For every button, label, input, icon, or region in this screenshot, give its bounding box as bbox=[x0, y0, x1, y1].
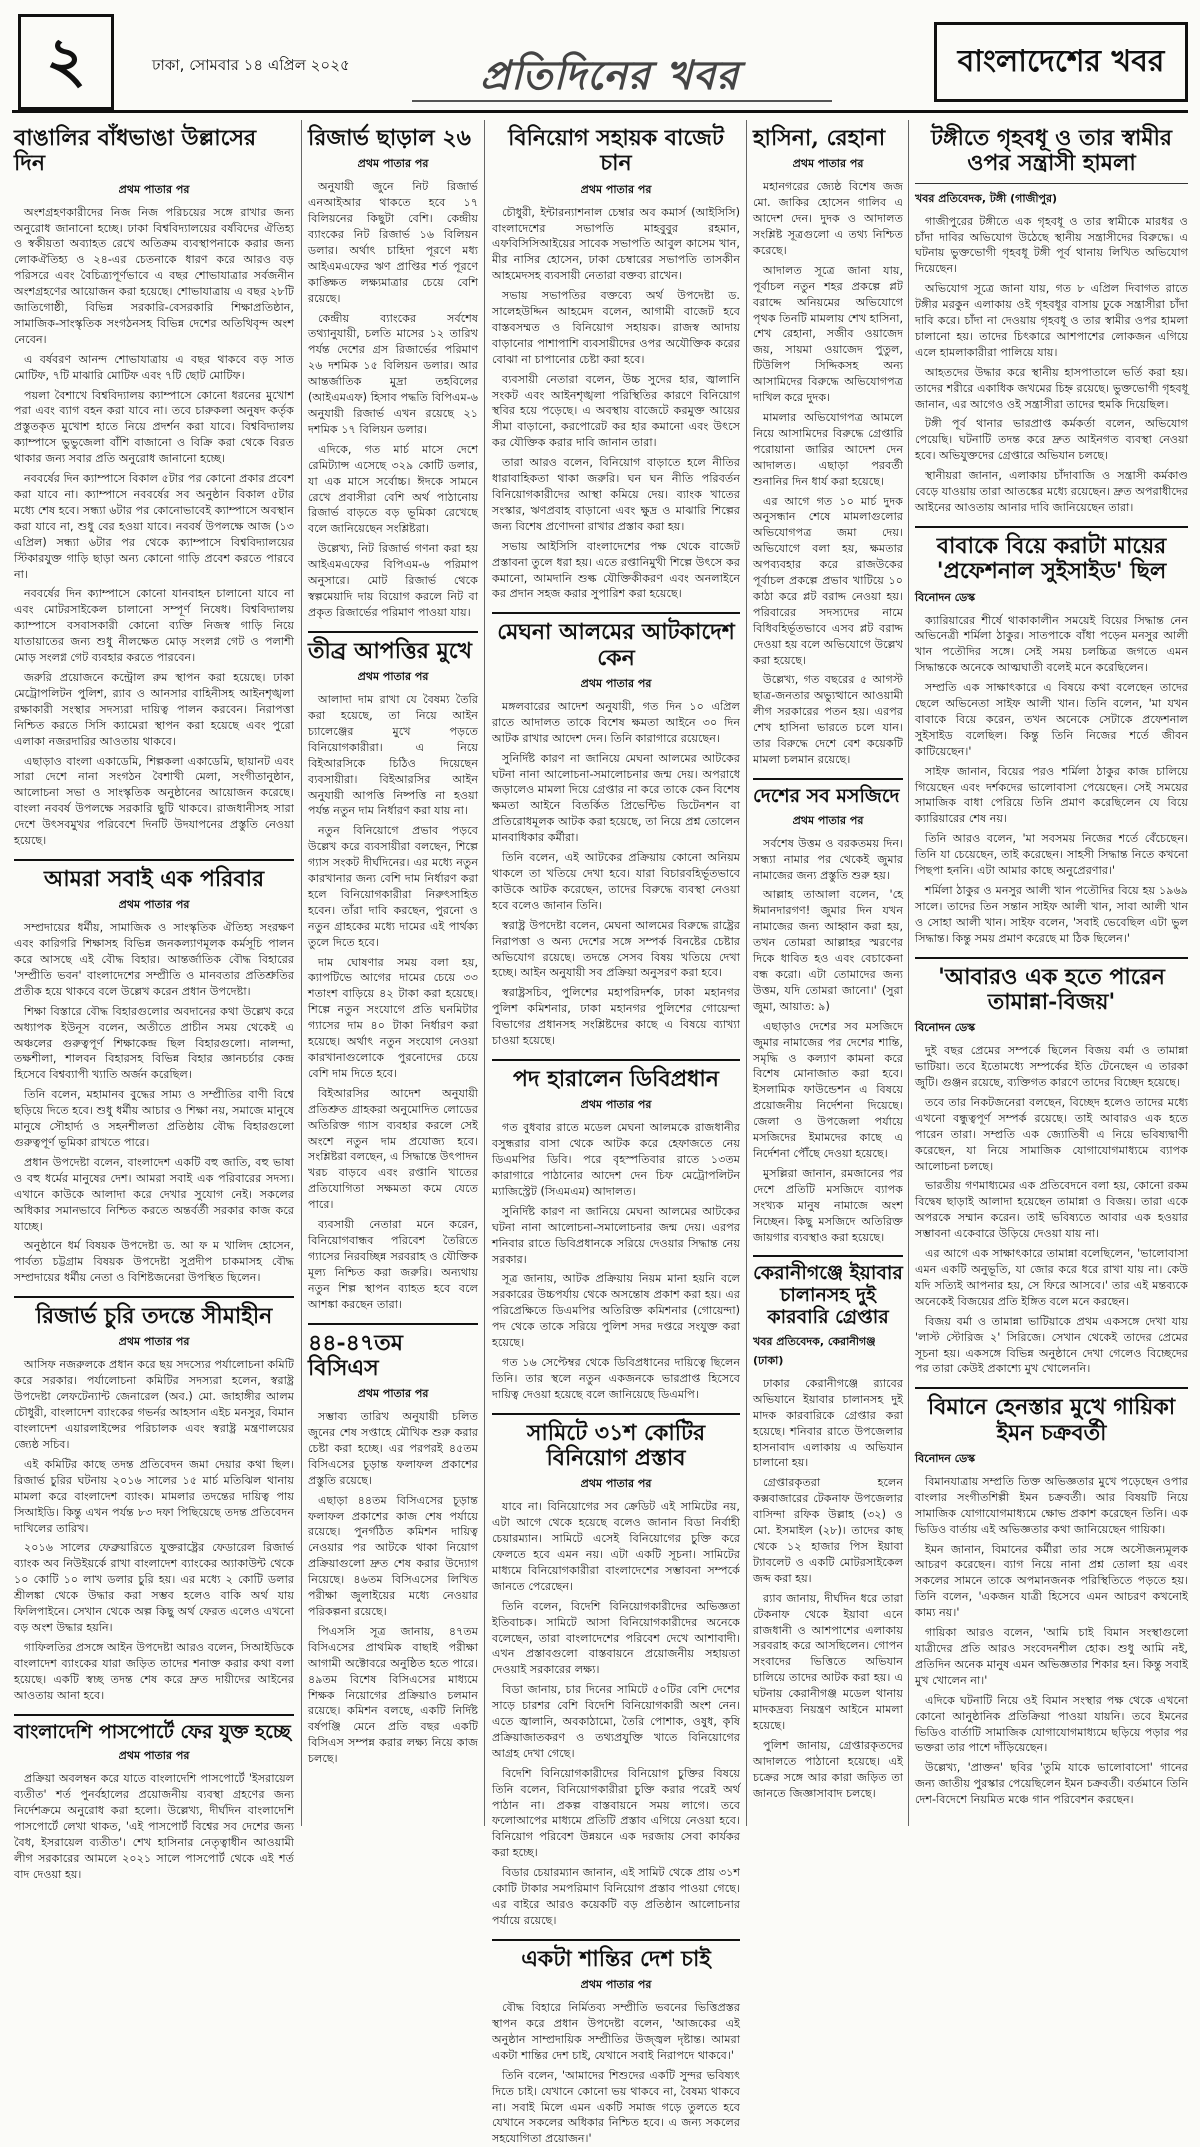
headline-rule bbox=[915, 183, 1188, 184]
story-body bbox=[308, 692, 478, 1312]
story-continuation: প্রথম পাতার পর bbox=[792, 813, 864, 827]
story-headline: সামিটে ৩১শ কোটির বিনিয়োগ প্রস্তাব bbox=[526, 1419, 706, 1471]
paragraph: শিক্ষা বিস্তারে বৌদ্ধ বিহারগুলোর অবদানের কথা উল্লেখ করে অধ্যাপক ইউনূস বলেন, অতীতে প্রাচীন সময় থেকেই এ অঞ্চলের গুরুত্বপূর্ণ শিক্ষাকেন্দ্র ছিল বিহারগুলো। নালন্দা, তক্ষশীলা, শালবন বিহারসহ বিভিন্ন বিহার জ্ঞানচর্চার কেন্দ্র হিসেবে বিশ্বব্যাপী খ্যাতি অর্জন করেছিল। bbox=[14, 1004, 294, 1082]
paragraph: গত ১৬ সেপ্টেম্বর থেকে ডিবিপ্রধানের দায়িত্বে ছিলেন তিনি। তার স্থলে নতুন একজনকে ভারপ্রাপ্ত হিসেবে দায়িত্ব দেওয়া হয়েছে বলে জানিয়েছে ডিএমপি। bbox=[492, 1355, 740, 1401]
paragraph: আল্লাহ তাআলা বলেন, 'হে ঈমানদারগণ! জুমার দিন যখন নামাজের জন্য আহ্বান করা হয়, তখন তোমরা আল্লাহর স্মরণের দিকে ধাবিত হও এবং বেচাকেনা বন্ধ করো। এটা তোমাদের জন্য উত্তম, যদি তোমরা জানো।' (সুরা জুমা, আয়াত: ৯) bbox=[753, 888, 903, 1013]
story-shanti bbox=[492, 1947, 740, 2147]
paragraph: মুসল্লিরা জানান, রমজানের পর দেশে প্রতিটি মসজিদে ব্যাপক সংখ্যক মানুষ নামাজে অংশ নিচ্ছেন। কিছু মসজিদে অতিরিক্ত জায়গার ব্যবস্থাও করা হয়েছে। bbox=[753, 1166, 903, 1244]
story-divider bbox=[753, 778, 903, 780]
paragraph: পয়লা বৈশাখে বিশ্ববিদ্যালয় ক্যাম্পাসে কোনো ধরনের মুখোশ পরা এবং ব্যাগ বহন করা যাবে না। তবে চারুকলা অনুষদ কর্তৃক প্রস্তুতকৃত মুখোশ হাতে নিয়ে প্রদর্শন করা যাবে। বিশ্ববিদ্যালয় ক্যাম্পাসে ভুভুজেলা বাঁশি বাজানো ও বিক্রি করা থেকে বিরত থাকার জন্য সবার প্রতি অনুরোধ জানানো হচ্ছে। bbox=[14, 388, 294, 466]
paragraph: অনুযায়ী জুনে নিট রিজার্ভ এনআইআর থাকতে হবে ১৭ বিলিয়নের কিছুটা বেশি। কেন্দ্রীয় ব্যাংকের নিট রিজার্ভ ১৬ বিলিয়ন ডলার। অর্থাৎ চাহিদা পূরণে মধ্য আইএমএফের ঋণ প্রাপ্তির শর্ত পূরণে কাঙ্ক্ষিত লক্ষ্যমাত্রার চেয়ে বেশি রয়েছে। bbox=[308, 180, 478, 305]
story-keraniganj bbox=[753, 1263, 903, 1801]
paragraph: তিনি বলেন, বিদেশি বিনিয়োগকারীদের অভিজ্ঞতা ইতিবাচক। সামিটে আসা বিনিয়োগকারীদের অনেকে বলেছেন, তারা বাংলাদেশের পরিবেশ দেখে আশাবাদী। এখন প্রস্তাবগুলো বাস্তবায়নে প্রয়োজনীয় সহায়তা দেওয়াই সরকারের লক্ষ্য। bbox=[492, 1599, 740, 1677]
column-divider bbox=[908, 120, 909, 1826]
paragraph: এছাড়া ৪৪তম বিসিএসের চূড়ান্ত ফলাফল প্রকাশের কাজ শেষ পর্যায়ে রয়েছে। পুনর্গঠিত কমিশন দায়িত্ব নেওয়ার পর আটকে থাকা নিয়োগ প্রক্রিয়াগুলো দ্রুত শেষ করার উদ্যোগ নিয়েছে। ৪৬তম বিসিএসের লিখিত পরীক্ষা জুলাইয়ের মধ্যে নেওয়ার পরিকল্পনা রয়েছে। bbox=[308, 1493, 478, 1618]
paragraph: সভায় সভাপতির বক্তব্যে অর্থ উপদেষ্টা ড. সালেহউদ্দিন আহমেদ বলেন, আগামী বাজেট হবে বাস্তবসম্মত ও বিনিয়োগ সহায়ক। রাজস্ব আদায় বাড়ানোর পাশাপাশি ব্যবসায়ীদের ওপর অযৌক্তিক করের বোঝা না চাপানোর চেষ্টা করা হবে। bbox=[492, 289, 740, 366]
story-body bbox=[915, 613, 1188, 947]
paragraph: এ বর্ষবরণ আনন্দ শোভাযাত্রায় এ বছর থাকবে বড় সাত মোটিফ, ৭টি মাঝারি মোটিফ এবং ৭টি ছোট মোটিফ। bbox=[14, 352, 294, 382]
story-headline: দেশের সব মসজিদে bbox=[753, 784, 900, 807]
paragraph: বৌদ্ধ বিহারে নির্মিতব্য সম্প্রীতি ভবনের ভিত্তিপ্রস্তর স্থাপন করে প্রধান উপদেষ্টা বলেন, 'আজকের এই অনুষ্ঠান সাম্প্রদায়িক সম্প্রীতির উজ্জ্বল দৃষ্টান্ত। আমরা একটা শান্তির দেশ চাই, যেখানে সবাই নিরাপদে থাকবে।' bbox=[492, 2001, 740, 2062]
story-byline: খবর প্রতিবেদক, কেরানীগঞ্জ (ঢাকা) bbox=[753, 1334, 876, 1367]
dateline: ঢাকা, সোমবার ১৪ এপ্রিল ২০২৫ bbox=[152, 56, 350, 74]
story-paribar bbox=[14, 867, 294, 1286]
story-tongi bbox=[915, 126, 1188, 516]
story-divider bbox=[492, 612, 740, 614]
paragraph: পিএসসি সূত্র জানায়, ৪৭তম বিসিএসের প্রাথমিক বাছাই পরীক্ষা আগামী অক্টোবরে অনুষ্ঠিত হতে পারে। ৪৯তম বিশেষ বিসিএসের মাধ্যমে শিক্ষক নিয়োগের প্রক্রিয়াও চলমান রয়েছে। কমিশন বলছে, একটি নির্দিষ্ট বর্ষপঞ্জি মেনে প্রতি বছর একটি বিসিএস সম্পন্ন করার লক্ষ্য নিয়ে কাজ চলছে। bbox=[308, 1624, 478, 1766]
paragraph: সুনির্দিষ্ট কারণ না জানিয়ে মেঘনা আলমের আটকের ঘটনা নানা আলোচনা-সমালোচনার জন্ম দেয়। এরপর শনিবার রাতে ডিবিপ্রধানকে সরিয়ে দেওয়ার সিদ্ধান্ত নেয় সরকার। bbox=[492, 1204, 740, 1266]
story-body bbox=[14, 1357, 294, 1703]
story-continuation: প্রথম পাতার পর bbox=[118, 182, 190, 196]
story-continuation: প্রথম পাতার পর bbox=[792, 157, 864, 171]
story-headline: মেঘনা আলমের আটকাদেশ কেন bbox=[497, 619, 735, 671]
story-dipi bbox=[492, 1067, 740, 1403]
story-divider bbox=[492, 1413, 740, 1415]
paragraph: বিইআরসির আদেশ অনুযায়ী প্রতিশ্রুত গ্রাহকরা অনুমোদিত লোডের অতিরিক্ত গ্যাস ব্যবহার করলে সেই অংশে নতুন দাম প্রযোজ্য হবে। সংশ্লিষ্টরা বলছেন, এ সিদ্ধান্তে উৎপাদন খরচ বাড়বে এবং রপ্তানি খাতের প্রতিযোগিতা সক্ষমতা কমে যেতে পারে। bbox=[308, 1086, 478, 1212]
paragraph: গায়িকা আরও বলেন, 'আমি চাই বিমান সংস্থাগুলো যাত্রীদের প্রতি আরও সংবেদনশীল হোক। শুধু আমি নই, প্রতিদিন অনেক মানুষ এমন অভিজ্ঞতার শিকার হন। কিন্তু সবাই মুখ খোলেন না।' bbox=[915, 1626, 1188, 1687]
story-headline: বিনিয়োগ সহায়ক বাজেট চান bbox=[508, 125, 724, 177]
paragraph: সর্বশেষ উত্তম ও বরকতময় দিন। সন্ধ্যা নামার পর থেকেই জুমার নামাজের জন্য প্রস্তুতি শুরু হয়। bbox=[753, 836, 903, 882]
paragraph: সাইফ জানান, বিয়ের পরও শর্মিলা ঠাকুর কাজ চালিয়ে গিয়েছেন এবং দর্শকদের ভালোবাসা পেয়েছেন। সেই সময়ের সামাজিক বাধা পেরিয়ে তিনি প্রমাণ করেছিলেন যে বিয়ে ক্যারিয়ারের শেষ নয়। bbox=[915, 764, 1188, 826]
column-4 bbox=[753, 120, 903, 1830]
paragraph: বিদেশি বিনিয়োগকারীদের বিনিয়োগ চুক্তির বিষয়ে তিনি বলেন, বিনিয়োগকারীরা চুক্তি করার পরেই অর্থ পাঠান না। প্রকল্প বাস্তবায়নে সময় লাগে। তবে ফলোআপের মাধ্যমে প্রতিটি প্রস্তাব এগিয়ে নেওয়া হবে। বিনিয়োগ পরিবেশ উন্নয়নে এক দরজায় সেবা কার্যকর করা হচ্ছে। bbox=[492, 1766, 740, 1860]
story-continuation: প্রথম পাতার পর bbox=[357, 1387, 429, 1401]
paragraph: পুলিশ জানায়, গ্রেপ্তারকৃতদের আদালতে পাঠানো হয়েছে। এই চক্রের সঙ্গে আর কারা জড়িত তা জানতে জিজ্ঞাসাবাদ চলছে। bbox=[753, 1738, 903, 1800]
paragraph: মামলার অভিযোগপত্র আমলে নিয়ে আসামিদের বিরুদ্ধে গ্রেপ্তারি পরোয়ানা জারির আদেশ দেন আদালত। এছাড়া পরবর্তী শুনানির দিন ধার্য করা হয়েছে। bbox=[753, 410, 903, 488]
story-byline: বিনোদন ডেস্ক bbox=[915, 1451, 976, 1465]
paragraph: ক্যারিয়ারের শীর্ষে থাকাকালীন সময়েই বিয়ের সিদ্ধান্ত নেন অভিনেত্রী শর্মিলা ঠাকুর। সাতপাকে বাঁধা পড়েন মনসুর আলী খান পতৌদির সঙ্গে। সেই সময় চলচ্চিত্র জগতে এমন সিদ্ধান্তকে অনেকে আত্মঘাতী বলেই মনে করেছিলেন। bbox=[915, 613, 1188, 675]
story-headline: পদ হারালেন ডিবিপ্রধান bbox=[513, 1065, 719, 1092]
paragraph: আসিফ নজরুলকে প্রধান করে ছয় সদস্যের পর্যালোচনা কমিটি করে সরকার। পর্যালোচনা কমিটির সদস্যরা হলেন, স্বরাষ্ট্র উপদেষ্টা লেফটেন্যান্ট জেনারেল (অব.) মো. জাহাঙ্গীর আলম চৌধুরী, বাংলাদেশ ব্যাংকের গভর্নর আহসান এইচ মনসুর, বিমান বাংলাদেশ এয়ারলাইন্সের পরিচালক এবং স্বরাষ্ট্র মন্ত্রণালয়ের জ্যেষ্ঠ সচিব। bbox=[14, 1358, 294, 1451]
story-byline: বিনোদন ডেস্ক bbox=[915, 590, 976, 604]
story-divider bbox=[308, 1323, 478, 1325]
story-body bbox=[753, 179, 903, 768]
paragraph: মঙ্গলবারের আদেশ অনুযায়ী, গত দিন ১০ এপ্রিল রাতে আদালত তাকে বিশেষ ক্ষমতা আইনে ৩০ দিন আটক রাখার আদেশ দেন। তিনি কারাগারে রয়েছেন। bbox=[492, 699, 740, 745]
story-divider bbox=[492, 1939, 740, 1941]
story-continuation: প্রথম পাতার পর bbox=[118, 898, 190, 912]
column-2 bbox=[308, 120, 478, 1830]
paragraph: সম্প্রতি এক সাক্ষাৎকারে এ বিষয়ে কথা বলেছেন তাদের ছেলে অভিনেতা সাইফ আলী খান। তিনি বলেন, 'মা যখন বাবাকে বিয়ে করেন, তখন অনেকে সেটাকে প্রফেশনাল সুইসাইড বলেছিল। কিন্তু তিনি নিজের শর্তে জীবন কাটিয়েছেন।' bbox=[915, 681, 1188, 758]
paragraph: সম্ভাব্য তারিখ অনুযায়ী চলিত জুনের শেষ সপ্তাহে মৌখিক শুরু করার চেষ্টা করা হচ্ছে। এর পরপরই ৪৫তম বিসিএসের চূড়ান্ত ফলাফল প্রকাশের প্রস্তুতি রয়েছে। bbox=[308, 1410, 478, 1487]
story-body bbox=[492, 205, 740, 603]
paragraph: আলাদা দাম রাখা যে বৈষম্য তৈরি করা হয়েছে, তা নিয়ে আইন চ্যালেঞ্জের মুখে পড়তে বিনিয়োগকারীরা। এ নিয়ে বিইআরসিকে চিঠিও দিয়েছেন ব্যবসায়ীরা। বিইআরসির আইন অনুযায়ী আপত্তি নিষ্পত্তি না হওয়া পর্যন্ত নতুন দাম নির্ধারণ করা যায় না। bbox=[308, 693, 478, 818]
story-headline: তীব্র আপত্তির মুখে bbox=[308, 637, 472, 664]
story-samit bbox=[492, 1421, 740, 1929]
story-body bbox=[14, 205, 294, 849]
brand-underline bbox=[412, 100, 832, 102]
paragraph: এদিকে, গত মার্চ মাসে দেশে রেমিট্যান্স এসেছে ৩২৯ কোটি ডলার, যা এক মাসে সর্বোচ্চ। ঈদকে সামনে রেখে প্রবাসীরা বেশি অর্থ পাঠানোয় রিজার্ভ বাড়তে বড় ভূমিকা রেখেছে বলে জানিয়েছেন সংশ্লিষ্টরা। bbox=[308, 442, 478, 536]
story-continuation: প্রথম পাতার পর bbox=[118, 1335, 190, 1349]
story-headline: বাংলাদেশি পাসপোর্টে ফের যুক্ত হচ্ছে bbox=[14, 1720, 291, 1743]
paragraph: এর আগে গত ১০ মার্চ দুদক অনুসন্ধান শেষে মামলাগুলোর অভিযোগপত্র জমা দেয়। অভিযোগে বলা হয়, ক্ষমতার অপব্যবহার করে রাজউকের পূর্বাচল প্রকল্পে প্রভাব খাটিয়ে ১০ কাঠা করে প্লট বরাদ্দ নেওয়া হয়। পরিবারের সদস্যদের নামে বিধিবহির্ভূতভাবে এসব প্লট বরাদ্দ দেওয়া হয় বলে অভিযোগে উল্লেখ করা হয়েছে। bbox=[753, 494, 903, 667]
story-divider bbox=[492, 1059, 740, 1061]
story-body bbox=[14, 920, 294, 1286]
paragraph: জরুরি প্রয়োজনে কন্ট্রোল রুম স্থাপন করা হয়েছে। ঢাকা মেট্রোপলিটন পুলিশ, র‍্যাব ও আনসার বাহিনীসহ আইনশৃঙ্খলা রক্ষাকারী সংস্থার সদস্যরা দায়িত্ব পালন করবেন। নিরাপত্তা নিশ্চিত করতে সিসি ক্যামেরা স্থাপন করা হয়েছে এবং পুরো এলাকা নজরদারির আওতায় থাকবে। bbox=[14, 670, 294, 748]
column-divider bbox=[746, 120, 747, 1826]
paragraph: অনুষ্ঠানে ধর্ম বিষয়ক উপদেষ্টা ড. আ ফ ম খালিদ হোসেন, পার্বত্য চট্টগ্রাম বিষয়ক উপদেষ্টা সুপ্রদীপ চাকমাসহ বৌদ্ধ সম্প্রদায়ের ধর্মীয় নেতা ও বিশিষ্টজনেরা উপস্থিত ছিলেন। bbox=[14, 1239, 294, 1285]
story-headline: বাঙালির বাঁধভাঙা উল্লাসের দিন bbox=[14, 125, 257, 177]
paragraph: স্বরাষ্ট্র উপদেষ্টা বলেন, মেঘনা আলমের বিরুদ্ধে রাষ্ট্রের নিরাপত্তা ও অন্য দেশের সঙ্গে সম্পর্ক বিনষ্টের চেষ্টার অভিযোগ রয়েছে। তদন্তে সেসব বিষয় খতিয়ে দেখা হচ্ছে। আইন অনুযায়ী সব প্রক্রিয়া অনুসরণ করা হবে। bbox=[492, 918, 740, 980]
paragraph: তারা আরও বলেন, বিনিয়োগ বাড়াতে হলে নীতির ধারাবাহিকতা থাকা জরুরি। ঘন ঘন নীতি পরিবর্তন বিনিয়োগকারীদের আস্থা কমিয়ে দেয়। ব্যাংক খাতের সংস্কার, ঋণপ্রবাহ বাড়ানো এবং ক্ষুদ্র ও মাঝারি শিল্পের জন্য বিশেষ প্রণোদনা রাখার প্রস্তাব করা হয়। bbox=[492, 456, 740, 533]
paragraph: নববর্ষের দিন ক্যাম্পাসে বিকাল ৫টার পর কোনো প্রকার প্রবেশ করা যাবে না। ক্যাম্পাসে নববর্ষের সব অনুষ্ঠান বিকাল ৫টার মধ্যে শেষ হবে। সন্ধ্যা ৬টার পর কোনোভাবেই ক্যাম্পাসে অবস্থান করা যাবে না, শুধু বের হওয়া যাবে। নববর্ষ উপলক্ষে আজ (১৩ এপ্রিল) সন্ধ্যা ৬টার পর থেকে ক্যাম্পাসে বিশ্ববিদ্যালয়ের স্টিকারযুক্ত গাড়ি ছাড়া অন্য কোনো গাড়ি প্রবেশ করতে পারবে না। bbox=[14, 472, 294, 581]
paragraph: অংশগ্রহণকারীদের নিজ নিজ পরিচয়ের সঙ্গে রাখার জন্য অনুরোধ জানানো হচ্ছে। ঢাকা বিশ্ববিদ্যালয়ের বর্ষবিদের ঐতিহ্য ও স্বকীয়তা অব্যাহত রেখে অতিক্রম ব্যবস্থাপনাকে করার জন্য লোকঐতিহ্য ও ২৪-এর চেতনাকে ধারণ করে আরও বড় পরিসরে এবং বৈচিত্র্যপূর্ণভাবে এ বছর শোভাযাত্রার সর্বজনীন অংশগ্রহণের আয়োজন করা হয়েছে। শোভাযাত্রায় এ বছর ২৮টি জাতিগোষ্ঠী, বিভিন্ন সরকারি-বেসরকারি শিক্ষাপ্রতিষ্ঠান, সামাজিক-সাংস্কৃতিক সংগঠনসহ বিভিন্ন দেশের অতিথিবৃন্দ অংশ নেবেন। bbox=[14, 205, 294, 346]
newspaper-brand: প্রতিদিনের খবর bbox=[480, 52, 740, 99]
paragraph: তবে তার নিকটজনেরা বলছেন, বিচ্ছেদ হলেও তাদের মধ্যে এখনো বন্ধুত্বপূর্ণ সম্পর্ক রয়েছে। তাই আবারও এক হতে পারেন তারা। সম্প্রতি এক জ্যোতিষী এ নিয়ে ভবিষ্যদ্বাণী করেছেন, যা নিয়ে সামাজিক যোগাযোগমাধ্যমে ব্যাপক আলোচনা চলছে। bbox=[915, 1095, 1188, 1173]
paragraph: বিডা জানায়, চার দিনের সামিটে ৫০টির বেশি দেশের সাড়ে চারশর বেশি বিদেশি বিনিয়োগকারী অংশ নেন। এতে জ্বালানি, অবকাঠামো, তৈরি পোশাক, ওষুধ, কৃষি প্রক্রিয়াজাতকরণ ও তথ্যপ্রযুক্তি খাতে বিনিয়োগের আগ্রহ দেখা গেছে। bbox=[492, 1683, 740, 1760]
paragraph: স্থানীয়রা জানান, এলাকায় চাঁদাবাজি ও সন্ত্রাসী কর্মকাণ্ড বেড়ে যাওয়ায় তারা আতঙ্কের মধ্যে রয়েছেন। দ্রুত অপরাধীদের আইনের আওতায় আনার দাবি জানিয়েছেন তারা। bbox=[915, 469, 1188, 514]
story-body bbox=[492, 1499, 740, 1929]
paragraph: উল্লেখ্য, নিট রিজার্ভ গণনা করা হয় আইএমএফের বিপিএম-৬ পরিমাপ অনুসারে। মোট রিজার্ভ থেকে স্বল্পমেয়াদি দায় বিয়োগ করলে নিট বা প্রকৃত রিজার্ভের পরিমাণ পাওয়া যায়। bbox=[308, 542, 478, 619]
paragraph: প্রধান উপদেষ্টা বলেন, বাংলাদেশ একটি বহু জাতি, বহু ভাষা ও বহু ধর্মের মানুষের দেশ। আমরা সবাই এক পরিবারের সদস্য। এখানে কাউকে আলাদা করে দেখার সুযোগ নেই। সকলের অধিকার সমানভাবে নিশ্চিত করতে অন্তর্বর্তী সরকার কাজ করে যাচ্ছে। bbox=[14, 1155, 294, 1233]
story-reserve bbox=[308, 126, 478, 621]
paragraph: তিনি বলেন, এই আটকের প্রক্রিয়ায় কোনো অনিয়ম থাকলে তা খতিয়ে দেখা হবে। যারা বিচারবহির্ভূতভাবে কাউকে আটক করেছেন, তাদের বিরুদ্ধে ব্যবস্থা নেওয়া হবে বলেও জানান তিনি। bbox=[492, 851, 740, 912]
story-babake bbox=[915, 534, 1188, 947]
paragraph: এর আগে এক সাক্ষাৎকারে তামান্না বলেছিলেন, 'ভালোবাসা এমন একটি অনুভূতি, যা জোর করে ধরে রাখা যায় না। কেউ যদি সত্যিই আপনার হয়, সে ফিরে আসবে।' তার এই মন্তব্যকে অনেকেই বিজয়ের প্রতি ইঙ্গিত বলে মনে করছেন। bbox=[915, 1247, 1188, 1308]
column-divider bbox=[301, 120, 302, 1826]
paragraph: সুনির্দিষ্ট কারণ না জানিয়ে মেঘনা আলমের আটকের ঘটনা নানা আলোচনা-সমালোচনার জন্ম দেয়। অপরাধে জড়ালেও মামলা দিয়ে গ্রেপ্তার না করে তাকে কেন বিশেষ ক্ষমতা আইনে বিতর্কিত প্রিভেন্টিভ ডিটেনশন বা প্রতিরোধমূলক আটক করা হয়েছে, তা নিয়ে প্রশ্ন তোলেন মানবাধিকার কর্মীরা। bbox=[492, 751, 740, 845]
story-headline: টঙ্গীতে গৃহবধূ ও তার স্বামীর ওপর সন্ত্রাসী হামলা bbox=[931, 125, 1172, 177]
story-body bbox=[915, 1043, 1188, 1377]
paragraph: যাবে না। বিনিয়োগের সব ক্রেডিট এই সামিটের নয়, এটা আগে থেকে হয়েছে বলেও জানান বিডা নির্বাহী চেয়ারম্যান। সামিটে এসেই বিনিয়োগের চুক্তি করে ফেলতে হবে এমন নয়। এটা একটি সূচনা। সামিটের মাধ্যমে বিনিয়োগকারীরা বাংলাদেশের সম্ভাবনা সম্পর্কে জানতে পেরেছেন। bbox=[492, 1500, 740, 1593]
paragraph: এছাড়াও দেশের সব মসজিদে জুমার নামাজের পর দেশের শান্তি, সমৃদ্ধি ও কল্যাণ কামনা করে বিশেষ মোনাজাত করা হবে। ইসলামিক ফাউন্ডেশন এ বিষয়ে প্রয়োজনীয় নির্দেশনা দিয়েছে। জেলা ও উপজেলা পর্যায়ে মসজিদের ইমামদের কাছে এ নির্দেশনা পৌঁছে দেওয়া হয়েছে। bbox=[753, 1019, 903, 1160]
paragraph: সভায় আইসিসি বাংলাদেশের পক্ষ থেকে বাজেট প্রস্তাবনা তুলে ধরা হয়। এতে রপ্তানিমুখী শিল্পে উৎসে কর কমানো, আমদানি শুল্ক যৌক্তিকীকরণ এবং অনলাইনে কর প্রদান সহজ করার সুপারিশ করা হয়েছে। bbox=[492, 539, 740, 601]
paragraph: ব্যবসায়ী নেতারা বলেন, উচ্চ সুদের হার, জ্বালানি সংকট এবং আইনশৃঙ্খলা পরিস্থিতির কারণে বিনিয়োগ স্থবির হয়ে পড়েছে। এ অবস্থায় বাজেটে করমুক্ত আয়ের সীমা বাড়ানো, করপোরেট কর হার কমানো এবং উৎসে কর যৌক্তিক করার দাবি জানান তারা। bbox=[492, 372, 740, 450]
story-masjid bbox=[753, 786, 903, 1246]
story-headline: 'আবারও এক হতে পারেন তামান্না-বিজয়' bbox=[938, 963, 1165, 1015]
story-body bbox=[14, 1771, 294, 1882]
column-5 bbox=[915, 120, 1188, 1830]
story-body bbox=[492, 699, 740, 1049]
story-body bbox=[753, 836, 903, 1246]
story-continuation: প্রথম পাতার পর bbox=[580, 1098, 652, 1112]
story-headline: কেরানীগঞ্জে ইয়াবার চালানসহ দুই কারবারি গ্রেপ্তার bbox=[753, 1262, 903, 1329]
story-headline: বাবাকে বিয়ে করাটা মায়ের 'প্রফেশনাল সুইসাইড' ছিল bbox=[936, 532, 1167, 585]
story-headline: একটা শান্তির দেশ চাই bbox=[521, 1945, 711, 1972]
story-continuation: প্রথম পাতার পর bbox=[580, 1477, 652, 1491]
story-headline: রিজার্ভ চুরি তদন্তে সীমাহীন bbox=[35, 1303, 273, 1330]
story-continuation: প্রথম পাতার পর bbox=[580, 182, 652, 196]
story-divider bbox=[14, 1296, 294, 1298]
paragraph: সম্প্রদায়ের ধর্মীয়, সামাজিক ও সাংস্কৃতিক ঐতিহ্য সংরক্ষণ এবং কারিগরি শিক্ষাসহ বিভিন্ন জনকল্যাণমূলক কর্মসূচি পালন করে আসছে এই বৌদ্ধ বিহার। আন্তর্জাতিক বৌদ্ধ বিহারের 'সম্প্রীতি ভবন' বাংলাদেশের সম্প্রীতি ও মানবতার প্রতিশ্রুতির প্রতীক হয়ে থাকবে বলে উল্লেখ করেন প্রধান উপদেষ্টা। bbox=[14, 921, 294, 998]
column-1 bbox=[14, 120, 294, 1881]
paragraph: স্বরাষ্ট্রসচিব, পুলিশের মহাপরিদর্শক, ঢাকা মহানগর পুলিশ কমিশনার, ঢাকা মহানগর পুলিশের গোয়েন্দা বিভাগের প্রধানসহ সংশ্লিষ্টদের কাছে এ বিষয়ে ব্যাখ্যা চাওয়া হয়েছে। bbox=[492, 986, 740, 1048]
story-divider bbox=[915, 1387, 1188, 1389]
paragraph: বিজয় বর্মা ও তামান্না ভাটিয়াকে প্রথম একসঙ্গে দেখা যায় 'লাস্ট স্টোরিজ ২' সিরিজে। সেখান থেকেই তাদের প্রেমের সূচনা হয়। একসঙ্গে বিভিন্ন অনুষ্ঠানে দেখা গেলেও বিচ্ছেদের পর তারা কেউই প্রকাশ্যে মুখ খোলেননি। bbox=[915, 1314, 1188, 1376]
paragraph: গত বুধবার রাতে মডেল মেঘনা আলমকে রাজধানীর বসুন্ধরার বাসা থেকে আটক করে হেফাজতে নেয় ডিএমপির ডিবি। পরে বৃহস্পতিবার রাতে ১৩তম কারাগারে পাঠানোর আদেশ দেন চিফ মেট্রোপলিটন ম্যাজিস্ট্রেট (সিএমএম) আদালত। bbox=[492, 1121, 740, 1198]
story-body bbox=[308, 179, 478, 620]
paragraph: এই কমিটির কাছে তদন্ত প্রতিবেদন জমা দেয়ার কথা ছিল। রিজার্ভ চুরির ঘটনায় ২০১৬ সালের ১৫ মার্চ মতিঝিল থানায় মামলা করে বাংলাদেশ ব্যাংক। মামলার তদন্তের দায়িত্ব পায় সিআইডি। কিন্তু এখন পর্যন্ত ৮৩ দফা পিছিয়েছে তদন্ত প্রতিবেদন দাখিলের তারিখ। bbox=[14, 1457, 294, 1535]
story-headline: ৪৪-৪৭তম বিসিএস bbox=[308, 1329, 403, 1381]
story-body bbox=[492, 2000, 740, 2147]
story-divider bbox=[308, 631, 478, 633]
paragraph: বিমানযাত্রায় সম্প্রতি তিক্ত অভিজ্ঞতার মুখে পড়েছেন ওপার বাংলার সংগীতশিল্পী ইমন চক্রবর্তী। আর বিষয়টি নিয়ে সামাজিক যোগাযোগমাধ্যমে ক্ষোভ প্রকাশ করেছেন তিনি। এক ভিডিও বার্তায় এই অভিজ্ঞতার কথা জানিয়েছেন গায়িকা। bbox=[915, 1474, 1188, 1536]
paragraph: এদিকে ঘটনাটি নিয়ে ওই বিমান সংস্থার পক্ষ থেকে এখনো কোনো আনুষ্ঠানিক প্রতিক্রিয়া পাওয়া যায়নি। তবে ইমনের ভিডিও বার্তাটি সামাজিক যোগাযোগমাধ্যমে ছড়িয়ে পড়ার পর ভক্তরা তার পাশে দাঁড়িয়েছেন। bbox=[915, 1693, 1188, 1755]
paragraph: টঙ্গী পূর্ব থানার ভারপ্রাপ্ত কর্মকর্তা বলেন, অভিযোগ পেয়েছি। ঘটনাটি তদন্ত করে দ্রুত আইনগত ব্যবস্থা নেওয়া হবে। অভিযুক্তদের গ্রেপ্তারে অভিযান চলছে। bbox=[915, 417, 1188, 463]
story-bajet bbox=[492, 126, 740, 602]
story-passport bbox=[14, 1722, 294, 1883]
story-byline: বিনোদন ডেস্ক bbox=[915, 1021, 976, 1035]
paragraph: ভারতীয় গণমাধ্যমের এক প্রতিবেদনে বলা হয়, কোনো রকম বিদ্বেষ ছাড়াই আলাদা হয়েছেন তামান্না ও বিজয়। তারা একে অপরকে সম্মান করেন। তাই ভবিষ্যতে আবার এক হওয়ার সম্ভাবনা একেবারে উড়িয়ে দেওয়া যায় না। bbox=[915, 1179, 1188, 1241]
masthead bbox=[12, 10, 1188, 113]
paragraph: গ্রেপ্তারকৃতরা হলেন কক্সবাজারের টেকনাফ উপজেলার বাসিন্দা রফিক উল্লাহ (৩২) ও মো. ইসমাইল (২৮)। তাদের কাছ থেকে ১২ হাজার পিস ইয়াবা ট্যাবলেট ও একটি মোটরসাইকেল জব্দ করা হয়। bbox=[753, 1476, 903, 1585]
paragraph: ঢাকার কেরানীগঞ্জে র‍্যাবের অভিযানে ইয়াবার চালানসহ দুই মাদক কারবারিকে গ্রেপ্তার করা হয়েছে। শনিবার রাতে উপজেলার হাসনাবাদ এলাকায় এ অভিযান চালানো হয়। bbox=[753, 1376, 903, 1470]
story-continuation: প্রথম পাতার পর bbox=[357, 157, 429, 171]
story-hasina bbox=[753, 126, 903, 768]
paragraph: ব্যবসায়ী নেতারা মনে করেন, বিনিয়োগবান্ধব পরিবেশ তৈরিতে গ্যাসের নিরবচ্ছিন্ন সরবরাহ ও যৌক্তিক মূল্য নিশ্চিত করা জরুরি। অন্যথায় নতুন শিল্প স্থাপন ব্যাহত হবে বলে আশঙ্কা করছেন তারা। bbox=[308, 1218, 478, 1311]
story-continuation: প্রথম পাতার পর bbox=[357, 670, 429, 684]
paragraph: তিনি আরও বলেন, 'মা সবসময় নিজের শর্তে বেঁচেছেন। তিনি যা চেয়েছেন, তাই করেছেন। সাহসী সিদ্ধান্ত নিতে কখনো পিছপা হননি। এটা আমার কাছে অনুপ্রেরণার।' bbox=[915, 832, 1188, 878]
story-meghna bbox=[492, 620, 740, 1049]
paragraph: তিনি বলেন, 'আমাদের শিশুদের একটি সুন্দর ভবিষ্যৎ দিতে চাই। যেখানে কোনো ভয় থাকবে না, বৈষম্য থাকবে না। সবাই মিলে এমন একটি সমাজ গড়ে তুলতে হবে যেখানে সকলের অধিকার নিশ্চিত হবে। এ জন্য সকলের সহযোগিতা প্রয়োজন।' bbox=[492, 2068, 740, 2146]
story-biman bbox=[915, 1395, 1188, 1808]
paragraph: অভিযোগ সূত্রে জানা যায়, গত ৮ এপ্রিল দিবাগত রাতে টঙ্গীর মরকুন এলাকায় ওই গৃহবধূর বাসায় ঢুকে সন্ত্রাসীরা চাঁদা দাবি করে। চাঁদা না দেওয়ায় গৃহবধূ ও তার স্বামীর ওপর হামলা চালানো হয়। তাদের চিৎকারে আশপাশের লোকজন এগিয়ে এলে হামলাকারীরা পালিয়ে যায়। bbox=[915, 282, 1188, 359]
paragraph: দাম ঘোষণার সময় বলা হয়, ক্যাপটিভে আগের দামের চেয়ে ৩৩ শতাংশ বাড়িয়ে ৪২ টাকা করা হয়েছে। শিল্পে নতুন সংযোগে প্রতি ঘনমিটার গ্যাসের দাম ৪০ টাকা নির্ধারণ করা হয়েছে। অর্থাৎ নতুন সংযোগ নেওয়া কারখানাগুলোকে পুরনোদের চেয়ে বেশি দাম দিতে হবে। bbox=[308, 955, 478, 1080]
paragraph: এছাড়াও বাংলা একাডেমি, শিল্পকলা একাডেমি, ছায়ানট এবং সারা দেশে নানা সংগঠন বৈশাখী মেলা, সংগীতানুষ্ঠান, আলোচনা সভা ও সাংস্কৃতিক অনুষ্ঠানের আয়োজন করেছে। বাংলা নববর্ষ উপলক্ষে সরকারি ছুটি থাকবে। রাজধানীসহ সারা দেশে উৎসবমুখর পরিবেশে দিনটি উদযাপনের প্রস্তুতি নেওয়া হয়েছে। bbox=[14, 754, 294, 848]
story-divider bbox=[14, 1714, 294, 1716]
story-headline: রিজার্ভ ছাড়াল ২৬ bbox=[308, 125, 471, 151]
story-teebro bbox=[308, 639, 478, 1313]
story-body bbox=[308, 1409, 478, 1767]
paragraph: প্রক্রিয়া অবলম্বন করে যাতে বাংলাদেশি পাসপোর্টে 'ইসরায়েল ব্যতীত' শর্ত পুনর্বহালের প্রয়োজনীয় ব্যবস্থা গ্রহণের জন্য নির্দেশক্রমে অনুরোধ করা হলো। উল্লেখ্য, দীর্ঘদিন বাংলাদেশি পাসপোর্টে লেখা থাকত, 'এই পাসপোর্ট বিশ্বের সব দেশের জন্য বৈধ, ইসরায়েল ব্যতীত'। শেখ হাসিনার নেতৃত্বাধীন আওয়ামী লীগ সরকারের আমলে ২০২১ সালে পাসপোর্ট থেকে এই শর্ত বাদ দেওয়া হয়। bbox=[14, 1772, 294, 1881]
story-divider bbox=[915, 957, 1188, 959]
story-headline: আমরা সবাই এক পরিবার bbox=[43, 865, 265, 892]
story-divider bbox=[14, 859, 294, 861]
story-churi bbox=[14, 1304, 294, 1703]
story-continuation: প্রথম পাতার পর bbox=[118, 1749, 190, 1763]
paragraph: নববর্ষের দিন ক্যাম্পাসে কোনো যানবাহন চালানো যাবে না এবং মোটরসাইকেল চালানো সম্পূর্ণ নিষেধ। বিশ্ববিদ্যালয় ক্যাম্পাসে বসবাসকারী কোনো ব্যক্তি নিজস্ব গাড়ি নিয়ে যাতায়াতের জন্য শুধু নীলক্ষেত মোড় সংলগ্ন গেট ও পলাশী মোড় সংলগ্ন গেট ব্যবহার করতে পারবেন। bbox=[14, 587, 294, 665]
story-continuation: প্রথম পাতার পর bbox=[580, 676, 652, 690]
paragraph: চৌধুরী, ইন্টারন্যাশনাল চেম্বার অব কমার্স (আইসিসি) বাংলাদেশের সভাপতি মাহবুবুর রহমান, এফবিসিসিআইয়ের সাবেক সভাপতি আবুল কাসেম খান, মীর নাসির হোসেন, ঢাকা চেম্বারের সভাপতি তাসকীন আহমেদসহ ব্যবসায়ী নেতারা বক্তব্য রাখেন। bbox=[492, 205, 740, 283]
paragraph: গাজীপুরের টঙ্গীতে এক গৃহবধূ ও তার স্বামীকে মারধর ও চাঁদা দাবির অভিযোগ উঠেছে স্থানীয় সন্ত্রাসীদের বিরুদ্ধে। এ ঘটনায় ভুক্তভোগী গৃহবধূ টঙ্গী পূর্ব থানায় লিখিত অভিযোগ দিয়েছেন। bbox=[915, 214, 1188, 276]
paragraph: র‍্যাব জানায়, দীর্ঘদিন ধরে তারা টেকনাফ থেকে ইয়াবা এনে রাজধানী ও আশপাশের এলাকায় সরবরাহ করে আসছিলেন। গোপন সংবাদের ভিত্তিতে অভিযান চালিয়ে তাদের আটক করা হয়। এ ঘটনায় কেরানীগঞ্জ মডেল থানায় মাদকদ্রব্য নিয়ন্ত্রণ আইনে মামলা হয়েছে। bbox=[753, 1591, 903, 1732]
paragraph: তিনি বলেন, মহামানব বুদ্ধের সাম্য ও সম্প্রীতির বাণী বিশ্বে ছড়িয়ে দিতে হবে। শুধু ধর্মীয় আচার ও শিক্ষা নয়, সমাজে মানুষে মানুষে সৌহার্দ্য ও সহনশীলতা প্রতিষ্ঠায় বৌদ্ধ বিহারগুলো গুরুত্বপূর্ণ ভূমিকা রাখতে পারে। bbox=[14, 1088, 294, 1150]
paragraph: দুই বছর প্রেমের সম্পর্কে ছিলেন বিজয় বর্মা ও তামান্না ভাটিয়া। তবে ইতোমধ্যে সম্পর্কের ইতি টেনেছেন এ তারকা জুটি। গুঞ্জন রয়েছে, ব্যক্তিগত কারণে তাদের বিচ্ছেদ হয়েছে। bbox=[915, 1044, 1188, 1090]
paragraph: বিডার চেয়ারম্যান জানান, এই সামিট থেকে প্রায় ৩১শ কোটি টাকার সমপরিমাণ বিনিয়োগ প্রস্তাব পাওয়া গেছে। এর বাইরে আরও কয়েকটি বড় প্রতিষ্ঠান আলোচনার পর্যায়ে রয়েছে। bbox=[492, 1866, 740, 1927]
paragraph: উল্লেখ্য, গত বছরের ৫ আগস্ট ছাত্র-জনতার অভ্যুত্থানে আওয়ামী লীগ সরকারের পতন হয়। এরপর শেখ হাসিনা ভারতে চলে যান। তার বিরুদ্ধে দেশে বেশ কয়েকটি মামলা চলমান রয়েছে। bbox=[753, 673, 903, 767]
section-title: বাংলাদেশের খবর bbox=[934, 22, 1188, 102]
story-abaro bbox=[915, 965, 1188, 1378]
paragraph: শর্মিলা ঠাকুর ও মনসুর আলী খান পতৌদির বিয়ে হয় ১৯৬৯ সালে। তাদের তিন সন্তান সাইফ আলী খান, সাবা আলী খান ও সোহা আলী খান। সাইফ বলেন, 'সবাই ভেবেছিল এটা ভুল সিদ্ধান্ত। কিন্তু সময় প্রমাণ করেছে মা ঠিক ছিলেন।' bbox=[915, 884, 1188, 945]
story-baangali bbox=[14, 126, 294, 849]
column-divider bbox=[484, 120, 485, 1826]
column-3 bbox=[492, 120, 740, 2146]
story-divider bbox=[915, 526, 1188, 528]
paragraph: আহতদের উদ্ধার করে স্থানীয় হাসপাতালে ভর্তি করা হয়। তাদের শরীরে একাধিক জখমের চিহ্ন রয়েছে। ভুক্তভোগী গৃহবধূ জানান, এর আগেও ওই সন্ত্রাসীরা তাদের হুমকি দিয়েছিল। bbox=[915, 365, 1188, 411]
paragraph: ২০১৬ সালের ফেব্রুয়ারিতে যুক্তরাষ্ট্রের ফেডারেল রিজার্ভ ব্যাংক অব নিউইয়র্কে রাখা বাংলাদেশ ব্যাংকের অ্যাকাউন্ট থেকে ১০ কোটি ১০ লাখ ডলার চুরি হয়। এর মধ্যে ২ কোটি ডলার শ্রীলঙ্কা থেকে উদ্ধার করা সম্ভব হলেও বাকি অর্থ যায় ফিলিপাইনে। সেখান থেকে অল্প কিছু অর্থ ফেরত এলেও এখনো বড় অংশ উদ্ধার হয়নি। bbox=[14, 1541, 294, 1634]
story-bcs bbox=[308, 1331, 478, 1768]
story-headline: হাসিনা, রেহানা bbox=[753, 125, 886, 151]
paragraph: মহানগরের জ্যেষ্ঠ বিশেষ জজ মো. জাকির হোসেন গালিব এ আদেশ দেন। দুদক ও আদালত সংশ্লিষ্ট সূত্রগুলো এ তথ্য নিশ্চিত করেছে। bbox=[753, 180, 903, 257]
story-headline: বিমানে হেনস্তার মুখে গায়িকা ইমন চক্রবর্তী bbox=[927, 1394, 1176, 1446]
paragraph: নতুন বিনিয়োগে প্রভাব পড়বে উল্লেখ করে ব্যবসায়ীরা বলছেন, শিল্পে গ্যাস সংকট দীর্ঘদিনের। এর মধ্যে নতুন কারখানার জন্য বেশি দাম নির্ধারণ করা হলে বিনিয়োগকারীরা নিরুৎসাহিত হবেন। তাঁরা দাবি করছেন, পুরনো ও নতুন গ্রাহকের মধ্যে দামের এই পার্থক্য তুলে দিতে হবে। bbox=[308, 824, 478, 949]
paragraph: ইমন জানান, বিমানের কর্মীরা তার সঙ্গে অসৌজন্যমূলক আচরণ করেছেন। ব্যাগ নিয়ে নানা প্রশ্ন তোলা হয় এবং সকলের সামনে তাকে অপমানজনক পরিস্থিতিতে পড়তে হয়। তিনি বলেন, 'একজন যাত্রী হিসেবে এমন আচরণ কখনোই কাম্য নয়।' bbox=[915, 1542, 1188, 1620]
story-byline: খবর প্রতিবেদক, টঙ্গী (গাজীপুর) bbox=[915, 191, 1058, 205]
paragraph: গাফিলতির প্রসঙ্গে আইন উপদেষ্টা আরও বলেন, সিআইডিকে বাংলাদেশ ব্যাংকের যারা জড়িত তাদের শনাক্ত করার কথা বলা হয়েছে। একটি স্বচ্ছ তদন্ত শেষ করে দ্রুত দায়ীদের আইনের আওতায় আনা হবে। bbox=[14, 1640, 294, 1702]
story-continuation: প্রথম পাতার পর bbox=[580, 1978, 652, 1992]
paragraph: সূত্র জানায়, আটক প্রক্রিয়ায় নিয়ম মানা হয়নি বলে সরকারের উচ্চপর্যায় থেকে অসন্তোষ প্রকাশ করা হয়। এর পরিপ্রেক্ষিতে ডিএমপির অতিরিক্ত কমিশনার (গোয়েন্দা) পদ থেকে তাকে সরিয়ে পুলিশ সদর দপ্তরে সংযুক্ত করা হয়েছে। bbox=[492, 1272, 740, 1350]
story-body bbox=[915, 214, 1188, 516]
story-body bbox=[915, 1474, 1188, 1808]
story-divider bbox=[753, 1255, 903, 1257]
page-number: ২ bbox=[18, 14, 114, 110]
story-body bbox=[753, 1376, 903, 1802]
story-body bbox=[492, 1120, 740, 1402]
paragraph: আদালত সূত্রে জানা যায়, পূর্বাচল নতুন শহর প্রকল্পে প্লট বরাদ্দে অনিয়মের অভিযোগে পৃথক তিনটি মামলায় শেখ হাসিনা, শেখ রেহানা, সজীব ওয়াজেদ জয়, সায়মা ওয়াজেদ পুতুল, টিউলিপ সিদ্দিকসহ অন্য আসামিদের বিরুদ্ধে অভিযোগপত্র দাখিল করে দুদক। bbox=[753, 263, 903, 405]
paragraph: কেন্দ্রীয় ব্যাংকের সর্বশেষ তথ্যানুযায়ী, চলতি মাসের ১২ তারিখ পর্যন্ত দেশের গ্রস রিজার্ভের পরিমাণ ২৬ দশমিক ১৫ বিলিয়ন ডলার। আর আন্তর্জাতিক মুদ্রা তহবিলের (আইএমএফ) হিসাব পদ্ধতি বিপিএম-৬ অনুযায়ী রিজার্ভ এখন রয়েছে ২১ দশমিক ১৭ বিলিয়ন ডলার। bbox=[308, 311, 478, 436]
paragraph: উল্লেখ্য, 'প্রাক্তন' ছবির 'তুমি যাকে ভালোবাসো' গানের জন্য জাতীয় পুরস্কার পেয়েছিলেন ইমন চক্রবর্তী। বর্তমানে তিনি দেশ-বিদেশে নিয়মিত মঞ্চে গান পরিবেশন করছেন। bbox=[915, 1761, 1188, 1807]
